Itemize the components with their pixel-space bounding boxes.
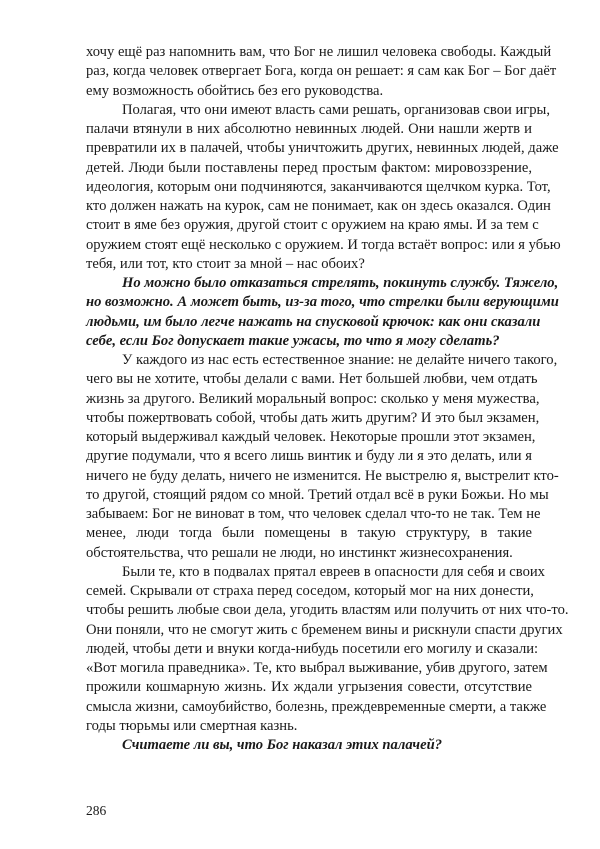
- text-line: палачи втянули в них абсолютно невинных людей. Они нашли жертв и: [86, 121, 532, 137]
- question-paragraph: [86, 736, 532, 755]
- text-line: Были те, кто в подвалах прятал евреев в опасности для себя и своих: [122, 563, 545, 580]
- text-line: стоит в яме без оружия, другой стоит с оружием на краю ямы. И за тем с: [86, 217, 539, 234]
- text-line: забываем: Бог не виноват в том, что человек сделал что-то не так. Тем не: [86, 506, 541, 522]
- page-number: 286: [86, 803, 107, 818]
- paragraph: [86, 351, 559, 563]
- text-line: людей, чтобы дети и внуки когда-нибудь посетили его могилу и сказали:: [86, 640, 539, 657]
- text-line: оружием стоят ещё несколько с оружием. И тогда встаёт вопрос: или я убью: [86, 236, 561, 253]
- text-line: семей. Скрывали от страха перед соседом, который мог на них донести,: [86, 583, 534, 599]
- text-line: годы тюрьмы или смертная казнь.: [86, 717, 298, 734]
- text-line: «Вот могила праведника». Те, кто выбрал выживание, убив другого, затем: [86, 660, 548, 676]
- text-line: Полагая, что они имеют власть сами решать, организовав свои игры,: [122, 101, 550, 118]
- question-paragraph: [86, 274, 559, 351]
- text-line: превратили их в палачей, чтобы уничтожить других, невинных людей, даже: [86, 140, 559, 157]
- text-line: обстоятельства, что решали не люди, но инстинкт жизнесохранения.: [86, 544, 513, 561]
- page-body: [86, 43, 569, 755]
- text-line: хочу ещё раз напомнить вам, что Бог не лишил человека свободы. Каждый: [86, 44, 552, 60]
- paragraph: [86, 43, 557, 101]
- text-line: чего вы не хотите, чтобы делали с вами. Нет большей любви, чем отдать: [86, 371, 538, 388]
- text-line: людьми, им было легче нажать на спусковой крючок: как они сказали: [86, 313, 541, 330]
- text-line: ничего не буду делать, ничего не изменится. Не выстрелю я, выстрелит кто-: [86, 467, 559, 484]
- text-line: идеология, которым они подчиняются, заканчиваются щелчком курка. Тот,: [86, 178, 551, 195]
- text-line: тебя, или тот, кто стоит за мной – нас обоих?: [86, 255, 365, 272]
- text-line: жизнь за другого. Великий моральный вопрос: сколько у меня мужества,: [86, 390, 540, 407]
- text-line: У каждого из нас есть естественное знание: не делайте ничего такого,: [122, 352, 558, 368]
- text-line: раз, когда человек отвергает Бога, когда он решает: я сам как Бог – Бог даёт: [86, 63, 557, 80]
- text-line: но возможно. А может быть, из-за того, что стрелки были верующими: [86, 294, 559, 311]
- text-line: ему возможность обойтись без его руководства.: [86, 82, 384, 99]
- text-line: детей. Люди были поставлены перед простым фактом: мировоззрение,: [86, 159, 532, 176]
- text-line: кто должен нажать на курок, сам не понимает, как он здесь оказался. Один: [86, 198, 551, 214]
- text-line: чтобы решить любые свои дела, угодить властям или получить от них что-то.: [86, 602, 569, 619]
- text-line: менее, люди тогда были помещены в такую структуру, в такие: [86, 525, 532, 542]
- text-line: себе, если Бог допускает такие ужасы, то что я могу сделать?: [86, 332, 500, 349]
- text-line: Они поняли, что не смогут жить с бременем вины и рискнули спасти других: [86, 621, 563, 638]
- text-line: то другой, стоящий рядом со мной. Третий отдал всё в руки Божьи. Но мы: [86, 486, 549, 503]
- text-line: Считаете ли вы, что Бог наказал этих палачей?: [122, 737, 442, 753]
- text-line: Но можно было отказаться стрелять, покинуть службу. Тяжело,: [122, 275, 559, 291]
- text-line: который выдерживал каждый человек. Некоторые прошли этот экзамен,: [86, 429, 536, 445]
- text-line: смысла жизни, самоубийство, болезнь, преждевременные смерти, а также: [86, 698, 547, 715]
- text-line: другие подумали, что я всего лишь винтик и буду ли я это делать, или я: [86, 448, 532, 465]
- paragraph: [86, 101, 561, 274]
- text-line: прожили кошмарную жизнь. Их ждали угрызения совести, отсутствие: [86, 679, 532, 696]
- text-line: чтобы пожертвовать собой, чтобы дать жить другим? И это был экзамен,: [86, 409, 540, 426]
- paragraph: [86, 563, 569, 736]
